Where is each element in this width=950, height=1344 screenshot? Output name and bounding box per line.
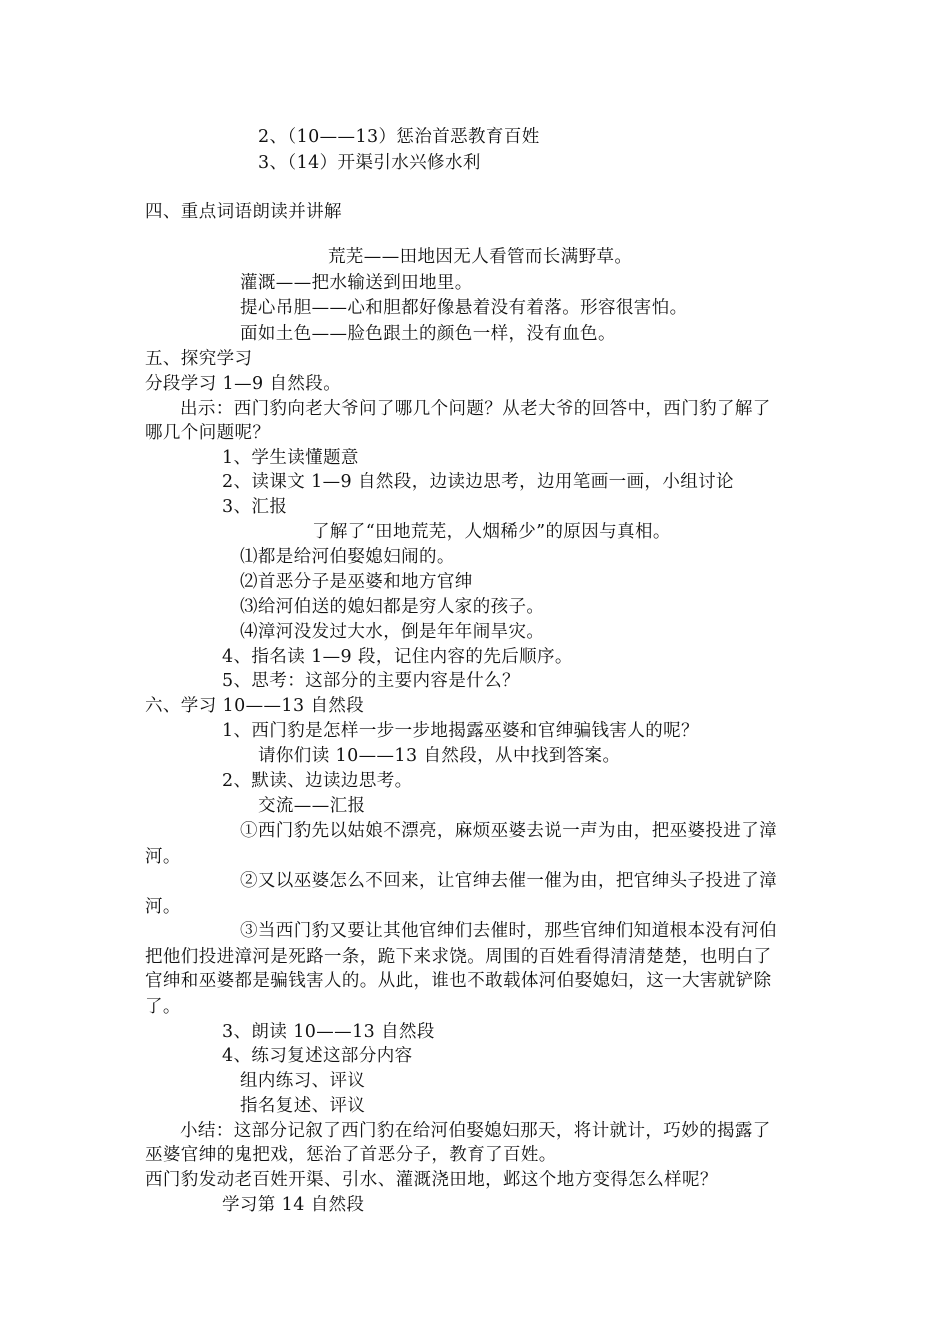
- vocab-line: 提心吊胆——心和胆都好像悬着没有着落。形容很害怕。: [240, 298, 688, 318]
- text-line: 了。: [145, 997, 181, 1017]
- section-heading-5: 五、探究学习: [145, 349, 253, 369]
- text-line: ②又以巫婆怎么不回来，让官绅去催一催为由，把官绅头子投进了漳: [240, 871, 777, 891]
- text-line: 4、练习复述这部分内容: [222, 1046, 413, 1066]
- list-item: ⑶给河伯送的媳妇都是穷人家的孩子。: [240, 597, 545, 617]
- text-line: 3、朗读 10——13 自然段: [222, 1022, 435, 1042]
- outline-item-3: 3、（14）开渠引水兴修水利: [258, 153, 481, 173]
- text-line: 组内练习、评议: [240, 1071, 366, 1091]
- text-line: 2、读课文 1—9 自然段，边读边思考，边用笔画一画，小组讨论: [222, 472, 734, 492]
- text-line: 4、指名读 1—9 段，记住内容的先后顺序。: [222, 647, 573, 667]
- text-line: 官绅和巫婆都是骗钱害人的。从此，谁也不敢载体河伯娶媳妇，这一大害就铲除: [145, 971, 772, 991]
- text-line: 3、汇报: [222, 497, 288, 517]
- text-line: 哪几个问题呢？: [145, 423, 271, 443]
- outline-item-2: 2、（10——13）惩治首恶教育百姓: [258, 127, 540, 147]
- text-line: 交流——汇报: [258, 796, 366, 816]
- text-line: ①西门豹先以姑娘不漂亮，麻烦巫婆去说一声为由，把巫婆投进了漳: [240, 821, 777, 841]
- text-line: 河。: [145, 897, 181, 917]
- text-line: 请你们读 10——13 自然段，从中找到答案。: [258, 746, 621, 766]
- text-line: 了解了“田地荒芜，人烟稀少”的原因与真相。: [312, 522, 671, 542]
- summary-line: 小结：这部分记叙了西门豹在给河伯娶媳妇那天，将计就计，巧妙的揭露了: [180, 1121, 771, 1141]
- text-line: 河。: [145, 847, 181, 867]
- text-line: 学习第 14 自然段: [222, 1195, 365, 1215]
- text-line: 把他们投进漳河是死路一条，跪下来求饶。周围的百姓看得清清楚楚，也明白了: [145, 947, 772, 967]
- text-line: 西门豹发动老百姓开渠、引水、灌溉浇田地，邺这个地方变得怎么样呢？: [145, 1170, 718, 1190]
- list-item: ⑵首恶分子是巫婆和地方官绅: [240, 572, 473, 592]
- text-line: 2、默读、边读边思考。: [222, 771, 413, 791]
- text-line: 1、西门豹是怎样一步一步地揭露巫婆和官绅骗钱害人的呢？: [222, 721, 699, 741]
- vocab-line: 面如土色——脸色跟土的颜色一样，没有血色。: [240, 324, 616, 344]
- summary-line: 巫婆官绅的鬼把戏，惩治了首恶分子，教育了百姓。: [145, 1145, 557, 1165]
- text-line: 5、思考：这部分的主要内容是什么？: [222, 671, 520, 691]
- list-item: ⑷漳河没发过大水，倒是年年闹旱灾。: [240, 622, 545, 642]
- vocab-line: 灌溉——把水输送到田地里。: [240, 273, 473, 293]
- section-heading-6: 六、学习 10——13 自然段: [145, 696, 365, 716]
- list-item: ⑴都是给河伯娶媳妇闹的。: [240, 547, 455, 567]
- text-line: 出示：西门豹向老大爷问了哪几个问题？从老大爷的回答中，西门豹了解了: [180, 399, 771, 419]
- text-line: 指名复述、评议: [240, 1096, 366, 1116]
- text-line: ③当西门豹又要让其他官绅们去催时，那些官绅们知道根本没有河伯: [240, 921, 777, 941]
- text-line: 分段学习 1—9 自然段。: [145, 374, 342, 394]
- text-line: 1、学生读懂题意: [222, 448, 359, 468]
- section-heading-4: 四、重点词语朗读并讲解: [145, 202, 342, 222]
- vocab-line: 荒芜——田地因无人看管而长满野草。: [328, 247, 633, 267]
